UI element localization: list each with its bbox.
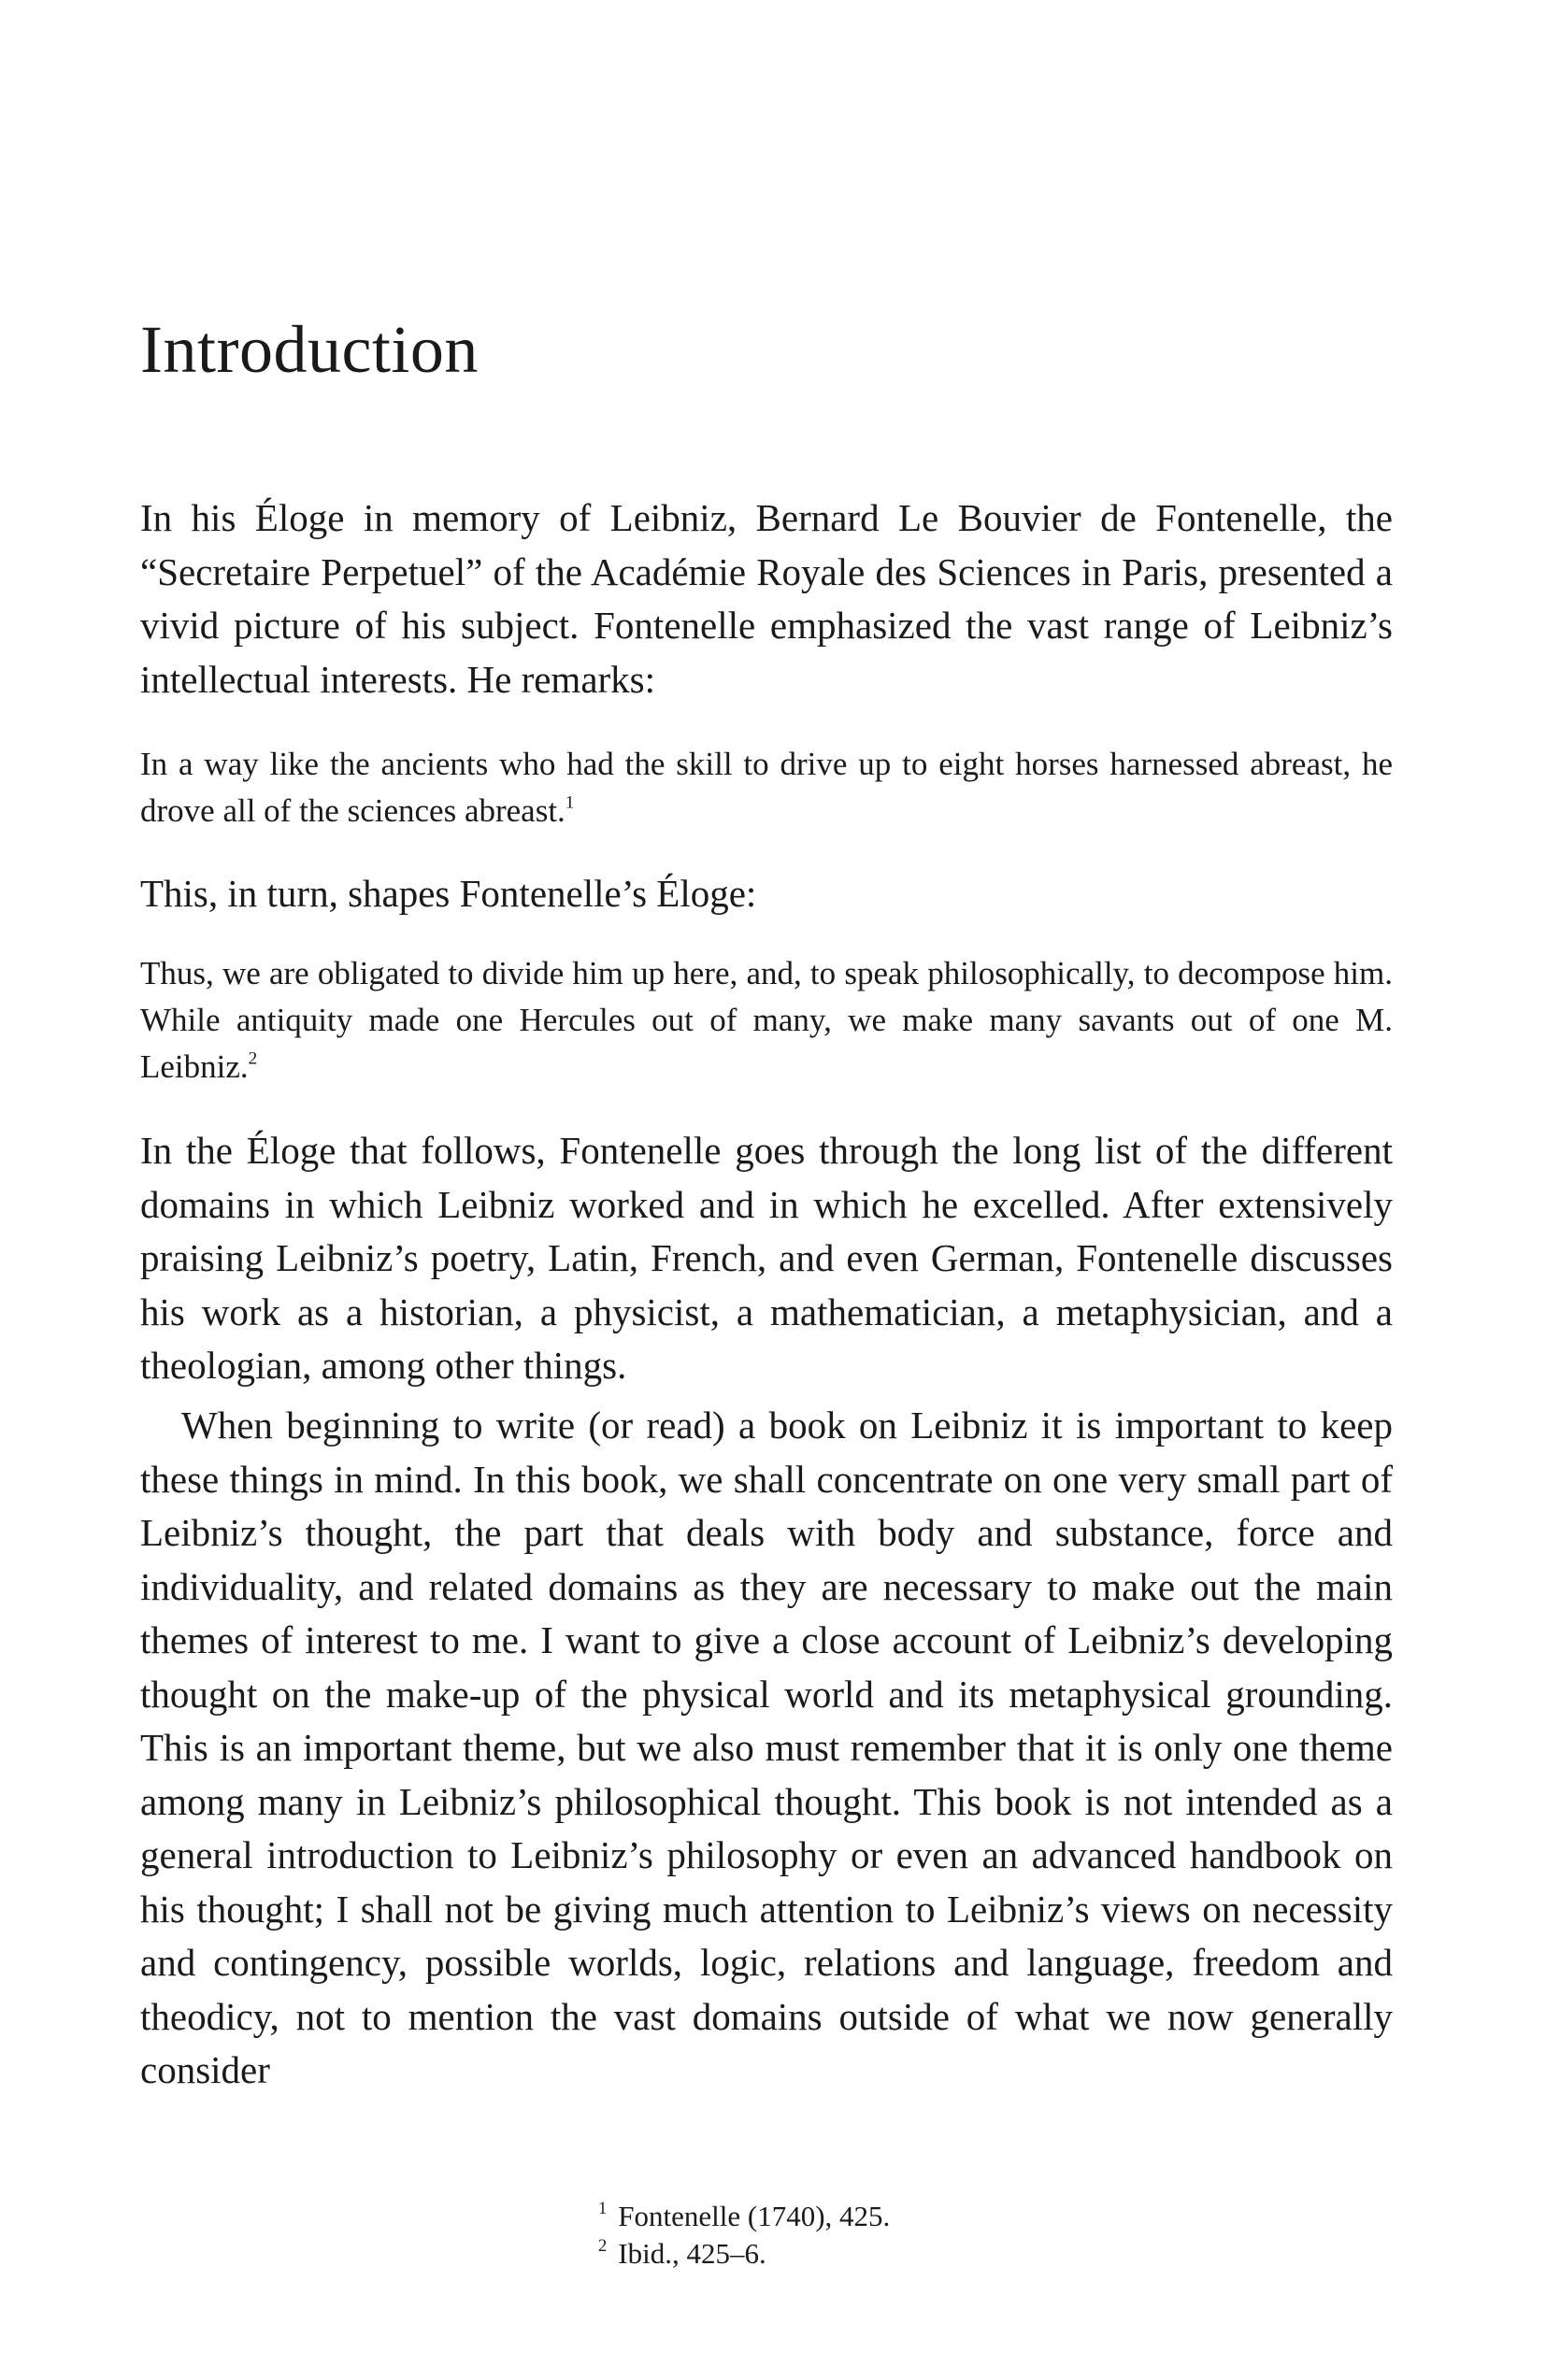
footnote-ref-1: 1 [565, 792, 575, 813]
footnote-1 [598, 2198, 1253, 2235]
footnote-2-mark: 2 [598, 2235, 608, 2256]
footnote-ref-2: 2 [248, 1048, 258, 1069]
scope-paragraph [140, 1399, 1393, 2098]
intro-paragraph [140, 492, 1393, 706]
eloge-paragraph-text: In the Éloge that follows, Fontenelle goes through the long list of the different domains in which Leibniz worked and in which he excelled. After extensively praising Leibniz’s poetry, Latin, French, and even German, Fontenelle discusses his work as a historian, a physicist, a mathematician, a metaphysician, and a theologian, among other things. [140, 1129, 1393, 1387]
footnote-2 [598, 2235, 1253, 2273]
chapter-title: Introduction [140, 312, 479, 387]
footnotes [598, 2198, 1253, 2273]
footnote-1-mark: 1 [598, 2198, 608, 2218]
footnote-1-text: Fontenelle (1740), 425. [618, 2200, 891, 2232]
scope-paragraph-text: When beginning to write (or read) a book on Leibniz it is important to keep these things in mind. In this book, we shall concentrate on one very small part of Leibniz’s thought, the part that deals with body and substance, force and individuality, and related domains as they are necessary to make out the main themes of interest to me. I want to give a close account of Leibniz’s developing thought on the make-up of the physical world and its metaphysical grounding. This is an important theme, but we also must remember that it is only one theme among many in Leibniz’s philosophical thought. This book is not intended as a general introduction to Leibniz’s philosophy or even an advanced handbook on his thought; I shall not be giving much attention to Leibniz’s views on necessity and contingency, possible worlds, logic, relations and language, freedom and theodicy, not to mention the vast domains outside of what we now generally consider [140, 1404, 1393, 2091]
footnote-2-text: Ibid., 425–6. [618, 2237, 766, 2270]
transition-paragraph [140, 867, 1393, 921]
block-quote-hercules-text: Thus, we are obligated to divide him up here, and, to speak philosophically, to decompose him. While antiquity made one Hercules out of many, we make many savants out of one M. Leibniz. [140, 955, 1393, 1085]
eloge-paragraph [140, 1124, 1393, 1393]
block-quote-hercules [140, 950, 1393, 1090]
transition-paragraph-text: This, in turn, shapes Fontenelle’s Éloge: [140, 872, 757, 915]
block-quote-horses [140, 741, 1393, 834]
intro-paragraph-text: In his Éloge in memory of Leibniz, Bernard Le Bouvier de Fontenelle, the “Secretaire Perpetuel” of the Académie Royale des Sciences in Paris, presented a vivid picture of his subject. Fontenelle emphasized the vast range of Leibniz’s intellectual interests. He remarks: [140, 496, 1393, 701]
block-quote-horses-text: In a way like the ancients who had the skill to drive up to eight horses harnessed abreast, he drove all of the sciences abreast. [140, 746, 1393, 829]
